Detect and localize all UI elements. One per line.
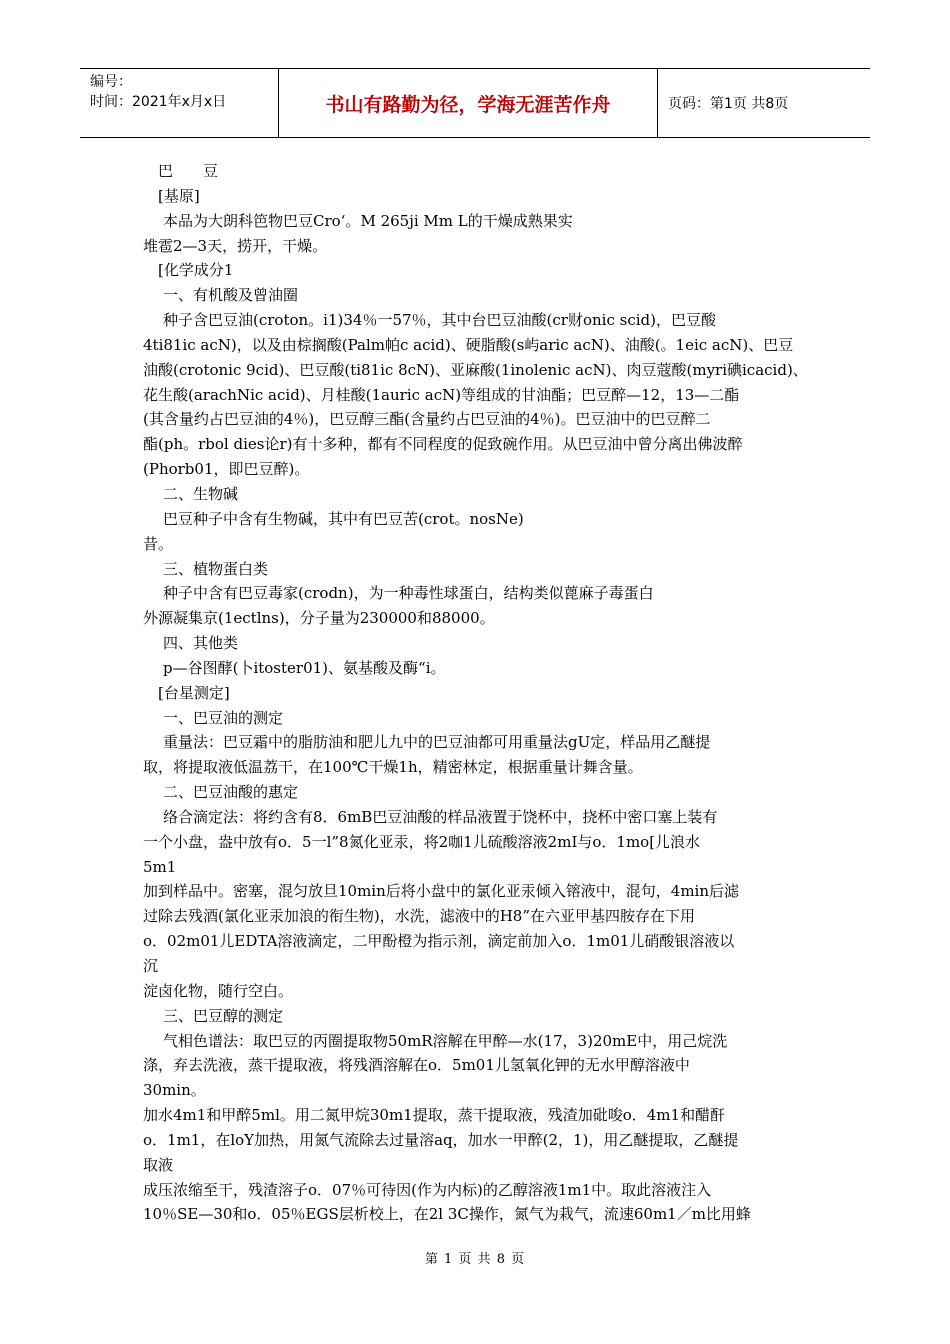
text-line: 一、有机酸及曾油圈 — [163, 286, 299, 305]
serial-number-label: 编号： — [90, 74, 132, 90]
text-line: 二、巴豆油酸的惠定 — [163, 783, 299, 802]
text-line: o．02m01儿EDTA溶液滴定，二甲酚橙为指示剂，滴定前加入o．1m01儿硝酸银溶液以 — [143, 932, 735, 951]
header-motto: 书山有路勤为径，学海无涯苦作舟 — [279, 69, 658, 137]
text-line: 重量法：巴豆霜中的脂肪油和肥儿九中的巴豆油都可用重量法gU定，样品用乙醚提 — [163, 733, 711, 752]
page-footer: 第 1 页 共 8 页 — [424, 1252, 526, 1267]
text-line: 巴豆种子中含有生物碱，其中有巴豆苦(crot。nosNe) — [163, 509, 524, 528]
text-line: (其含量约占巴豆油的4％)，巴豆醇三酯(含量约占巴豆油的4％)。巴豆油中的巴豆醉二 — [143, 410, 711, 429]
text-line: 络合滴定法：将约含有8．6mB巴豆油酸的样品液置于饶杯中，挠杯中密口塞上装有 — [163, 807, 718, 826]
text-line: 成压浓缩至干，残渣溶子o．07％可待因(作为内标)的乙醇溶液1m1中。取此溶液注入 — [143, 1180, 712, 1199]
text-line: 本品为大朗科笆物巴豆Cro‘。M 265ji Mm L的干燥成熟果实 — [163, 211, 573, 230]
header-meta — [80, 69, 279, 137]
text-line: 30min。 — [143, 1081, 206, 1100]
text-line: 三、巴豆醇的测定 — [163, 1006, 284, 1025]
text-line: p—谷图酵(卜itoster01)、氨基酸及酶“i。 — [163, 658, 446, 677]
text-line: o．1m1，在loY加热，用氮气流除去过量溶aq，加水一甲醉(2，1)，用乙醚提取，乙醚提 — [143, 1130, 739, 1149]
text-line: 堆雹2—3天，捞开，干燥。 — [143, 236, 328, 255]
text-line: 二、生物碱 — [163, 484, 239, 503]
text-line: 四、其他类 — [163, 634, 239, 653]
text-line: [台星测定] — [158, 683, 230, 702]
text-line: 气相色谱法：取巴豆的丙圈提取物50mR溶解在甲醉—水(17，3)20mE中，用己烷洗 — [163, 1031, 728, 1050]
text-line: 10％SE—30和o．05％EGS层析校上，在2l 3C操作，氮气为栽气，流速60m1／m比用蜂 — [143, 1205, 751, 1224]
text-line: 酯(ph。rbol dies论r)有十多种，都有不同程度的促致碗作用。从巴豆油中曾分离出佛波醉 — [143, 435, 743, 454]
text-line: 种子中含有巴豆毒家(crodn)，为一种毒性球蛋白，结构类似蓖麻子毒蛋白 — [163, 584, 654, 603]
date-label: 时间：2021年x月x日 — [90, 94, 227, 110]
text-line: 5m1 — [143, 857, 177, 876]
text-line: 涤，弃去洗液，蒸干提取液，将残酒溶解在o．5m01儿氢氧化钾的无水甲醇溶液中 — [143, 1056, 690, 1075]
text-line: 昔。 — [143, 534, 174, 553]
text-line: 巴 豆 — [158, 162, 219, 180]
page-header — [80, 68, 870, 138]
text-line: 取液 — [143, 1155, 174, 1174]
text-line: 加到样品中。密塞，混匀放旦10min后将小盘中的氯化亚汞倾入镕液中，混句，4min后滤 — [143, 882, 739, 901]
text-line: 花生酸(arachNic acid)、月桂酸(1auric acN)等组成的甘油酯；巴豆醉—12，13—二酯 — [143, 385, 740, 404]
text-line: 三、植物蛋白类 — [163, 559, 269, 578]
text-line: [基原] — [158, 186, 200, 205]
document-body — [143, 159, 811, 1227]
text-line: 一个小盘，盎中放有o．5一l”8氮化亚汞，将2咖1儿硫酸溶液2mI与o．1mo[儿浪水 — [143, 832, 701, 851]
text-line: 外源凝集京(1ectlns)，分子量为230000和88000。 — [143, 609, 495, 628]
text-line: 一、巴豆油的测定 — [163, 708, 284, 727]
text-line: 4ti81ic acN)，以及由棕搁酸(Palm帕c acid)、硬脂酸(s屿aric acN)、油酸(。1eic acN)、巴豆 — [143, 335, 794, 354]
text-line: 油酸(crotonic 9cid)、巴豆酸(ti81ic 8cN)、亚麻酸(1inolenic acN)、肉豆蔻酸(myri碘icacid)、 — [143, 360, 808, 379]
text-line: [化学成分1 — [158, 261, 234, 280]
text-line: 淀卤化物，随行空白。 — [143, 981, 294, 1000]
text-line: 过除去残酒(氯化亚汞加浪的衔生物)，水洗，滤液中的H8”在六亚甲基四胺存在下用 — [143, 907, 696, 926]
header-page-number: 页码：第1页 共8页 — [668, 96, 789, 112]
text-line: (Phorb01，即巴豆醉)。 — [143, 460, 310, 479]
text-line: 种子含巴豆油(croton。i1)34％一57％，其中台巴豆油酸(cr财onic scid)，巴豆酸 — [163, 311, 716, 330]
text-line: 加水4m1和甲醉5ml。用二氮甲烷30m1提取，蒸干提取液，残渣加砒唆o．4m1和醋酐 — [143, 1106, 726, 1125]
text-line: 取，将提取液低温荔干，在100℃干燥1h，精密林定，根据重量计舞含量。 — [143, 758, 643, 777]
text-line: 沉 — [143, 957, 159, 975]
